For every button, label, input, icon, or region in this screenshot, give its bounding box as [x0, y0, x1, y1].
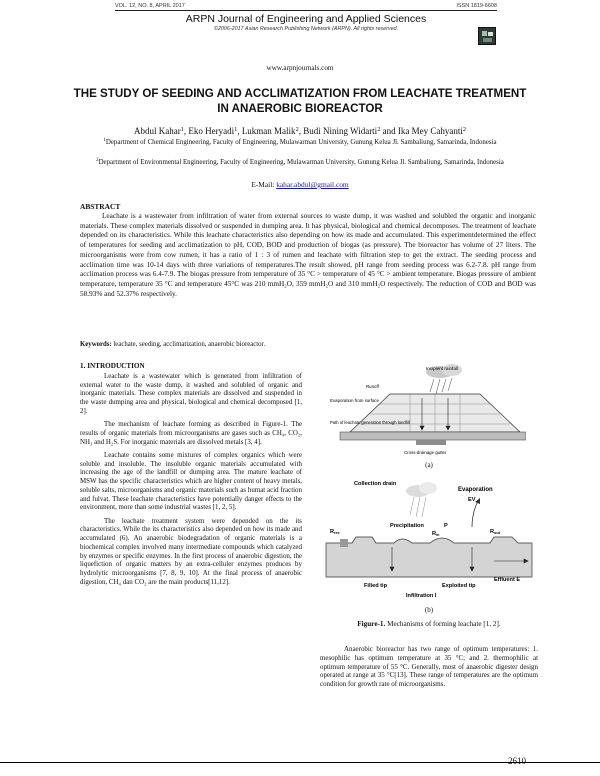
figure-1a-landfill-diagram — [330, 362, 526, 458]
affiliation-sup: 1 — [103, 138, 106, 143]
keywords-line — [80, 341, 536, 348]
journal-url[interactable]: www.arpnjournals.com — [266, 64, 334, 72]
author-list: Abdul Kahar$^1$, Eko Heryadi$^1$, Lukman Malik$^2$, Budi Nining Widarti$^2$ and Ika Mey Cahyanti$^2$ — [134, 126, 466, 136]
label-collection-drain: Collection drain — [354, 481, 397, 487]
label-effluent: Effluent E — [494, 577, 521, 583]
label-p: P — [444, 523, 448, 529]
label-r-in: Rin — [432, 531, 440, 537]
label-infiltration: Infiltration I — [406, 593, 437, 599]
figure-1b-water-balance-diagram — [322, 477, 536, 607]
label-cross-drainage: Cross-drainage gutter — [404, 450, 447, 455]
journal-header — [0, 0, 600, 80]
ground-profile — [326, 537, 532, 577]
affiliation-1 — [80, 139, 520, 148]
volume-info: VOL. 12, NO. 8, APRIL 2017 — [115, 3, 185, 9]
label-filled-tip: Filled tip — [364, 583, 387, 589]
keywords-text: leachate, seeding, acclimatization, anaerobic bioreactor. — [113, 341, 266, 348]
label-r-rec: Rrec — [330, 529, 340, 535]
author-affil-sup: 2 — [377, 126, 381, 133]
author-name: Eko Heryadi — [188, 126, 235, 136]
figure-caption — [320, 620, 538, 628]
section-heading: 1. INTRODUCTION — [80, 362, 145, 370]
collection-drain — [340, 539, 348, 547]
author-name: Budi Nining Widarti — [303, 126, 378, 136]
journal-name: ARPN Journal of Engineering and Applied Sciences — [185, 13, 427, 25]
body-paragraph: Leachate contains some mixtures of complex organics which were soluble and insoluble. The insoluble organic materials accumulated with increasing the age of the landfill or dumping area. The mature leachate of MSW has the specific characteristics which are higher content of heavy metals, soluble salts, microorganisms and organic materials such as humat acid fraction and fulvat. These leachate characteristics have potentially danger effects to the environment, more than some industrial wastes [1, 2, 5]. — [80, 450, 302, 512]
abstract-heading: ABSTRACT — [80, 202, 121, 211]
keywords-label: Keywords: — [80, 341, 112, 348]
author-affil-sup: 1 — [180, 126, 184, 133]
author-affil-sup: 2 — [295, 126, 299, 133]
body-paragraph: Leachate is a wastewater which is generated from infiltration of external water to the waste dump, it washed and solubled of organic and inorganic materials. These complex materials are dissolved and suspended in the waste dumping area and physical, biological and chemical decomposed [1, 2]. — [80, 371, 302, 415]
author-name: Abdul Kahar — [134, 126, 181, 136]
label-runoff: Runoff — [366, 384, 379, 389]
email-label: E-Mail: — [251, 180, 275, 189]
left-column — [80, 362, 302, 591]
paper-title: THE STUDY OF SEEDING AND ACCLIMATIZATION FROM LEACHATE TREATMENT IN ANAEROBIC BIOREACTOR — [73, 87, 527, 115]
figure-caption-label: Figure-1. — [357, 620, 386, 628]
body-paragraph: The mechanism of leachate forming as described in Figure-1. The results of organic materials from microorganisms are gases such as CH₄, CO₂, NH₃ and H₂S. For inorganic materials are dissolved metals [3, 4]. — [80, 420, 302, 446]
page-number: 2610 — [508, 756, 526, 766]
label-exploited-tip: Exploited tip — [442, 583, 476, 589]
cross-drainage-gutter — [416, 440, 446, 445]
label-leachate-path: Path of leachate generation through landfill — [330, 420, 410, 425]
arpn-logo-icon — [478, 27, 496, 45]
figure-1a-label: (a) — [425, 461, 433, 469]
header-rule — [115, 10, 497, 11]
affiliation-2 — [80, 159, 520, 168]
copyright-line: ©2006-2017 Asian Research Publishing Network (ARPN). All rights reserved. — [213, 26, 399, 32]
issn: ISSN 1819-6608 — [456, 3, 497, 9]
figure-1b-label: (b) — [424, 606, 434, 614]
body-paragraph: The leachate treatment system were depended on the its characteristics. While the its characteristics also depended on how its made and accumulated (6). An anaerobic biodegradation of organic materials is a biochemical complex involved many intermediate compounds which catalyzed by enzymes or specific enzymes. In the first process of anaerobic digestion, the liquefiction of organic matters by an extra-celluler enzymes produces by hydrolytic microorganisms [7, 8, 9, 10]. At the final process of anaerobic digestion, CH₄ dan CO₂ are the main products[11,12]. — [80, 516, 302, 586]
affiliation-text: Department of Chemical Engineering, Faculty of Engineering, Mulawarman University, Gunung Kelua Jl. Sambaliung, Samarinda, Indonesia — [105, 139, 497, 146]
author-conjunction: and — [382, 126, 396, 136]
author-affil-sup: 1 — [234, 126, 238, 133]
label-ev: EV — [468, 497, 476, 503]
ground-base — [340, 432, 526, 440]
author-affil-sup: 2 — [462, 126, 466, 133]
footer-rule — [0, 762, 600, 763]
cloud-icon — [406, 482, 437, 517]
figure-caption-text: Mechanisms of forming leachate [1, 2]. — [387, 620, 501, 628]
author-name: Lukman Malik — [241, 126, 296, 136]
label-incipient-rainfall: Incipient rainfall — [426, 366, 458, 371]
author-name: Ika Mey Cahyanti — [397, 126, 463, 136]
evaporation-arrow — [472, 501, 478, 527]
body-paragraph: Anaerobic bioreactor has two range of optimum temperatures: 1. mesophilic has optimum temperature at 35 °C; and 2. thermophilic at optimum temperature of 55 °C. Generally, most of anaerobic digester design operated at range at 35 °C[13]. These range of temperatures are the optimum condition for growth rate of microorganisms. — [320, 645, 538, 688]
abstract-text: Leachate is a wastewater from infiltration of water from external sources to waste dump, it was washed and solubled the organic and inorganic materials. These complex materials dissolved or suspended in dumping area. It has physical, biological and chemical decomposes. The treatment of leachate depended on its characteristics. While this leachate characteristics also depending on how its made and accumulated. This experimentdetermined the effect of temperatures for seeding and acclimatization to pH, COD, BOD and production of biogas (as pressure). The bioreactor has volume of 27 liters. The microorganisms were from cow rumen, it has a ratio of 1 : 3 of rumen and leachate with filtration step to get the extract. The seeding process and acclimation time was 10-14 days with three variations of temperatures.The result showed, pH range from seeding process was 6.2-7.8. pH range from acclimation process was 6.4-7.9. The biogas pressure from temperature of 35 °C > temperature of 45 °C > ambient temperature. Biogas pressure of ambient temperature, temperature 35 °C and temperature 45°C was 210 mmH₂O, 359 mmH₂O and 310 mmH₂O respectively. The reduction of COD and BOD was 58.93% and 52.37% respectively. — [80, 212, 536, 298]
label-precipitation: Precipitation — [390, 523, 424, 529]
label-evaporation: Evaporation — [458, 487, 493, 493]
email-link[interactable]: kahar.abdul@gmail.com — [276, 180, 349, 189]
affiliation-text: Department of Environmental Engineering, Faculty of Engineering, Mulawarman University, Gunung Kelua Jl. Sambaliung, Samarinda, Indonesia — [98, 159, 504, 166]
affiliation-sup: 2 — [96, 158, 99, 163]
label-r-out: Rout — [490, 529, 500, 535]
label-evaporation-surface: Evaporation from surface — [330, 398, 380, 403]
contact-email — [0, 180, 600, 189]
